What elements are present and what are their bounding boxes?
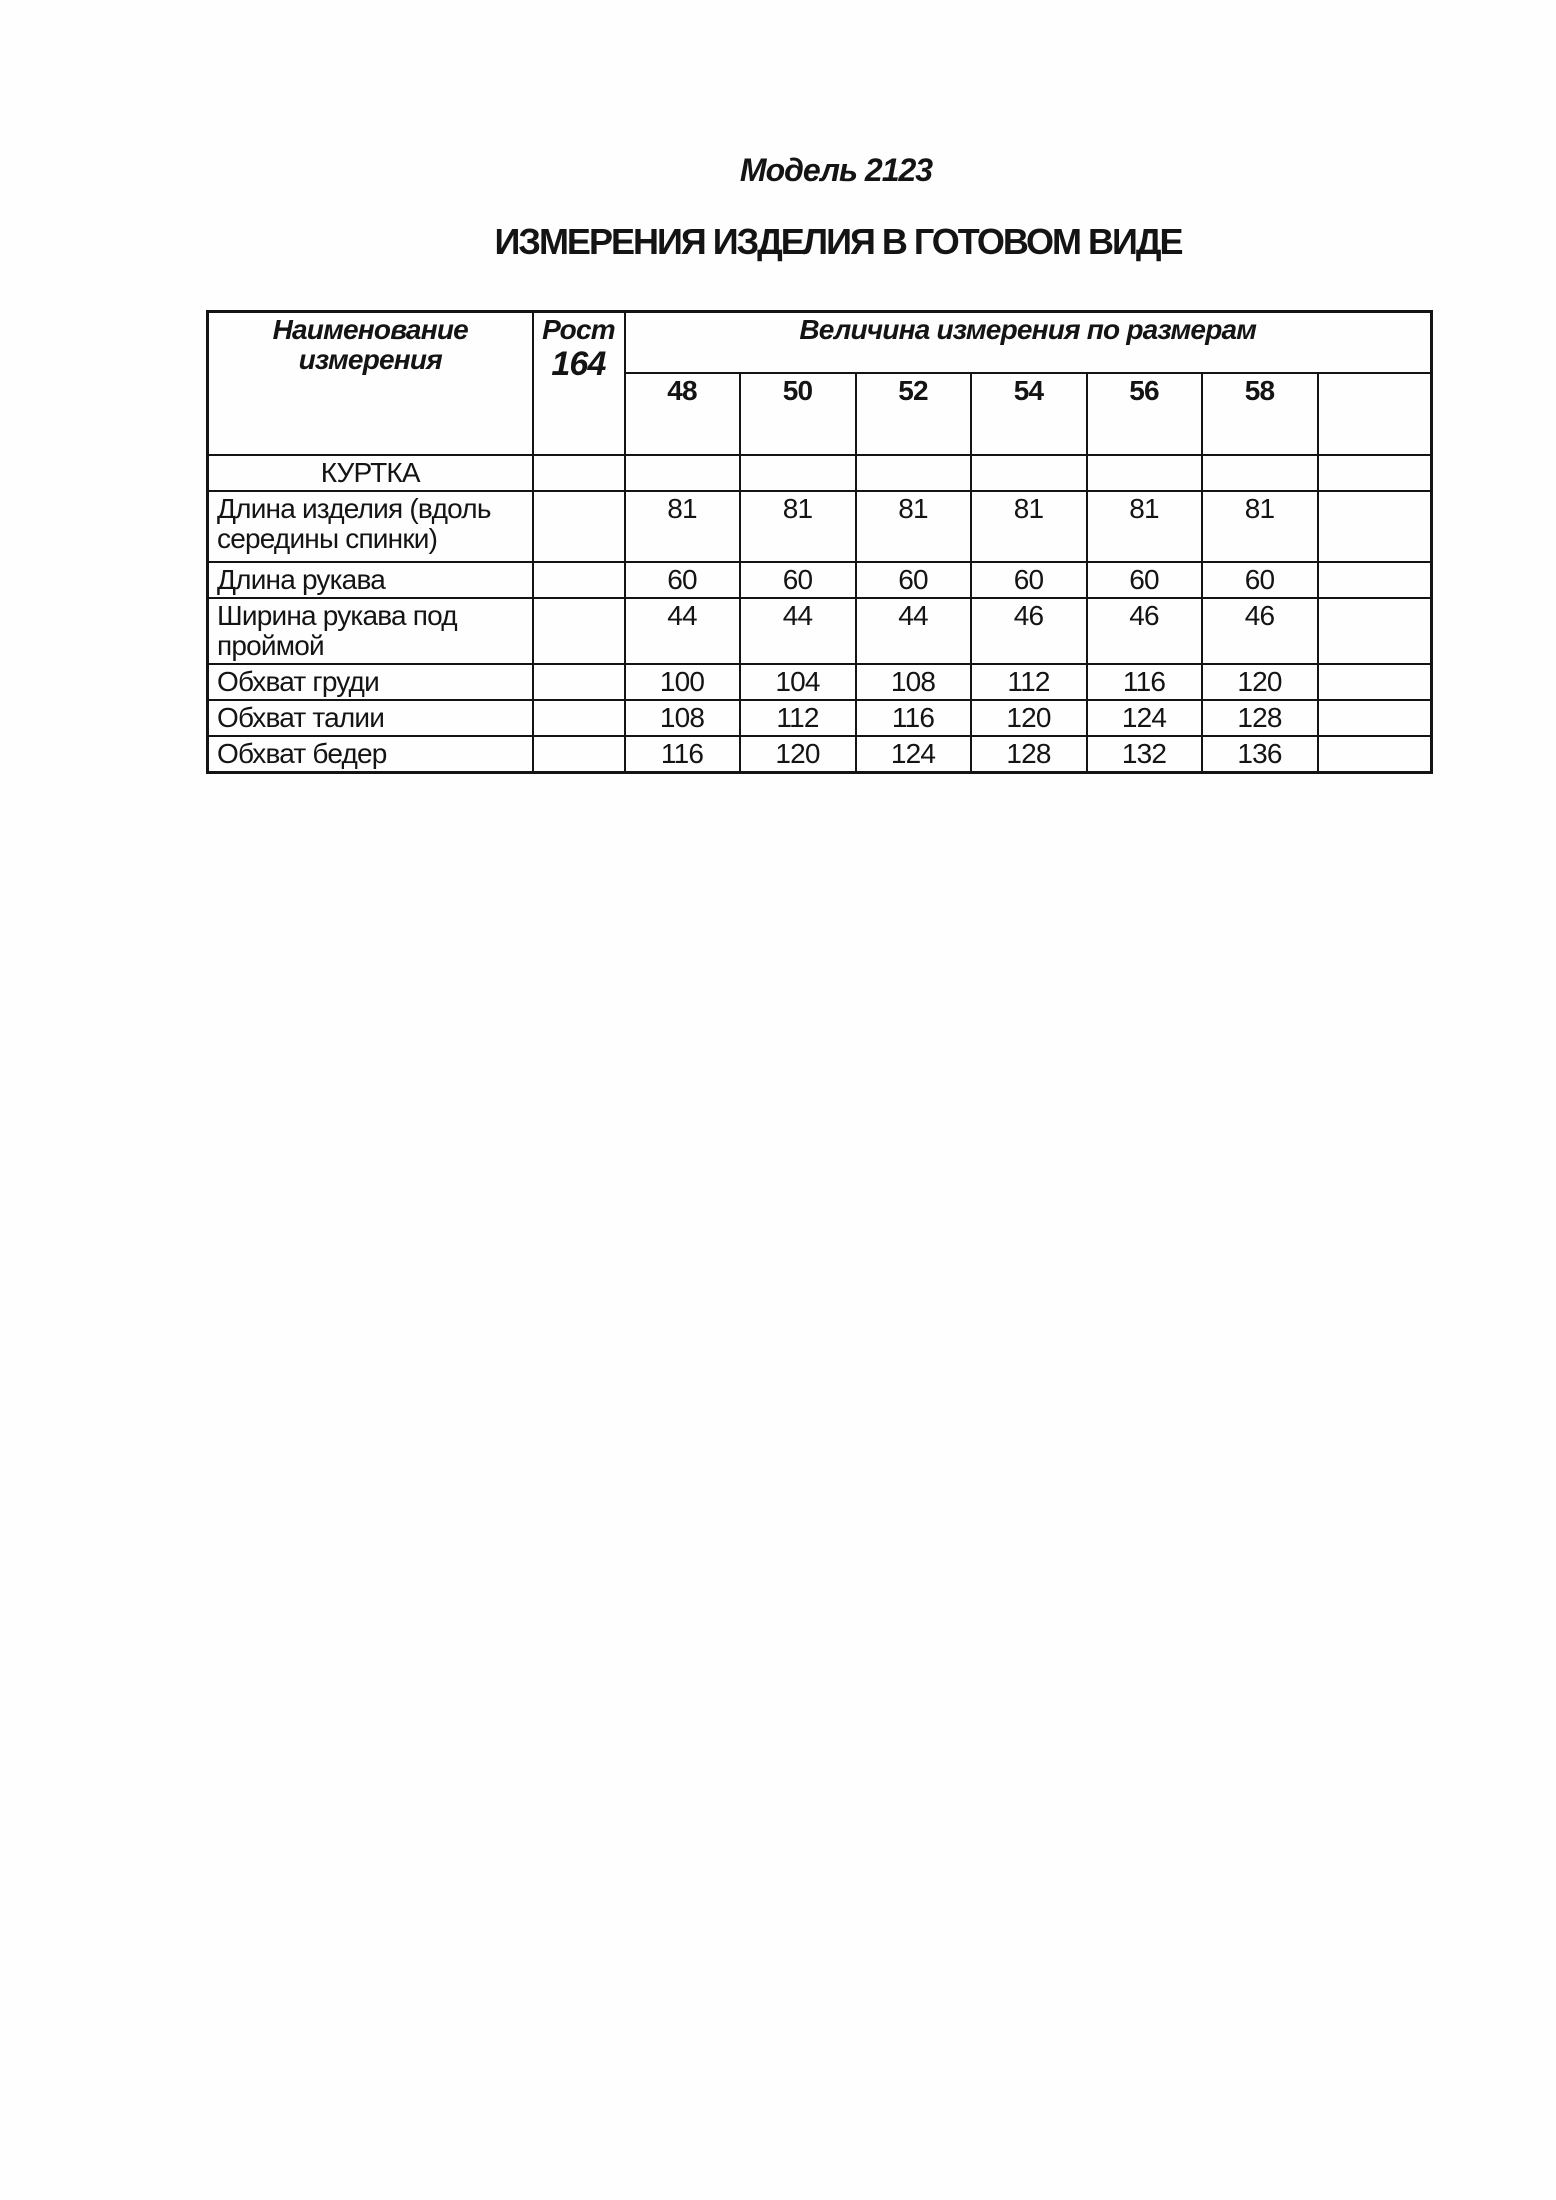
empty-cell [971,455,1087,491]
empty-cell [533,664,625,700]
measurement-value: 44 [856,598,971,664]
height-label: Рост [542,314,615,345]
empty-cell [533,455,625,491]
table-row [208,736,1432,773]
empty-cell [625,455,740,491]
measurement-value: 120 [971,700,1087,736]
measurement-value: 81 [625,491,740,562]
row-label: Обхват груди [208,664,533,700]
measurement-value: 46 [971,598,1087,664]
empty-column-header [1318,373,1432,455]
measurement-value: 60 [856,562,971,598]
empty-cell [856,455,971,491]
empty-cell [533,700,625,736]
measurement-value: 132 [1087,736,1202,773]
measurement-value: 60 [1087,562,1202,598]
measurement-value: 100 [625,664,740,700]
measurement-value: 81 [1087,491,1202,562]
section-label: КУРТКА [208,455,533,491]
document-subtitle: ИЗМЕРЕНИЯ ИЗДЕЛИЯ В ГОТОВОМ ВИДЕ [494,221,1182,262]
size-column-header: 48 [625,373,740,455]
measurement-value: 44 [625,598,740,664]
measurement-value: 104 [740,664,856,700]
measurement-value: 136 [1202,736,1318,773]
measurement-value: 116 [856,700,971,736]
measurement-value: 60 [1202,562,1318,598]
measurement-value: 112 [971,664,1087,700]
measurement-value: 124 [856,736,971,773]
measurement-value: 46 [1202,598,1318,664]
size-column-header: 56 [1087,373,1202,455]
table-row [208,700,1432,736]
measurement-value: 60 [971,562,1087,598]
table-row [208,491,1432,562]
measurement-value: 128 [971,736,1087,773]
measurement-value: 81 [740,491,856,562]
measurements-table [206,310,1433,774]
table-row [208,455,1432,491]
measurement-value: 124 [1087,700,1202,736]
empty-cell [1318,562,1432,598]
table-row [208,598,1432,664]
empty-cell [1318,664,1432,700]
row-label: Обхват талии [208,700,533,736]
size-column-header: 58 [1202,373,1318,455]
measurement-value: 60 [740,562,856,598]
empty-cell [1318,491,1432,562]
measurement-value: 60 [625,562,740,598]
empty-cell [740,455,856,491]
table-row [208,664,1432,700]
empty-cell [1318,455,1432,491]
header-name-of-measurement: Наименование измерения [208,312,533,455]
size-column-header: 50 [740,373,856,455]
empty-cell [1318,598,1432,664]
empty-cell [1087,455,1202,491]
header-height [533,312,625,455]
row-label: Обхват бедер [208,736,533,773]
empty-cell [1202,455,1318,491]
row-label: Длина рукава [208,562,533,598]
header-sizes-span: Величина измерения по размерам [625,312,1432,373]
height-value: 164 [551,345,606,383]
empty-cell [1318,736,1432,773]
measurement-value: 108 [856,664,971,700]
measurement-value: 116 [625,736,740,773]
measurement-value: 116 [1087,664,1202,700]
measurement-value: 46 [1087,598,1202,664]
measurement-value: 108 [625,700,740,736]
document-title: Модель 2123 [739,152,933,188]
measurement-value: 81 [856,491,971,562]
empty-cell [533,736,625,773]
measurement-value: 81 [971,491,1087,562]
empty-cell [533,491,625,562]
empty-cell [533,562,625,598]
measurement-value: 120 [1202,664,1318,700]
empty-cell [533,598,625,664]
row-label: Длина изделия (вдоль середины спинки) [208,491,533,562]
size-column-header: 54 [971,373,1087,455]
measurement-value: 128 [1202,700,1318,736]
measurement-value: 112 [740,700,856,736]
row-label: Ширина рукава под проймой [208,598,533,664]
size-column-header: 52 [856,373,971,455]
table-row [208,562,1432,598]
empty-cell [1318,700,1432,736]
measurement-value: 81 [1202,491,1318,562]
measurement-value: 120 [740,736,856,773]
measurement-value: 44 [740,598,856,664]
